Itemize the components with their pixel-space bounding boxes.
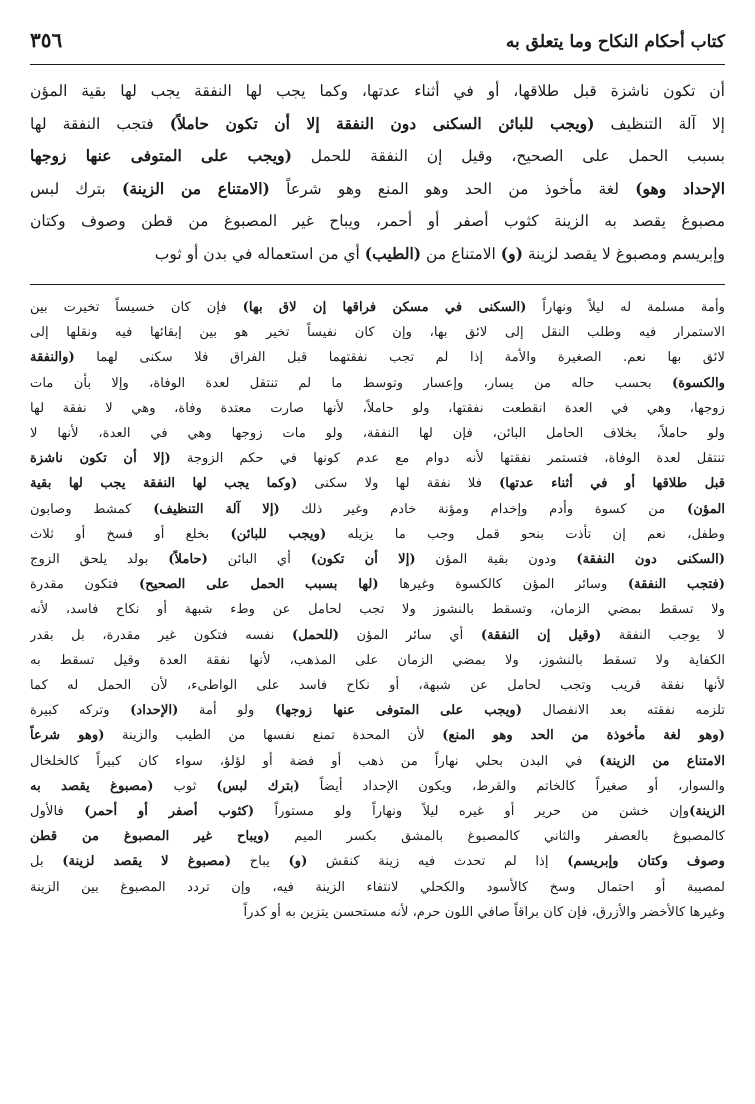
text-run: فإن كان خسيساً تخيرت بين xyxy=(30,300,243,315)
quoted-matn-phrase: (ويجب على المتوفى عنها زوجها xyxy=(30,146,292,165)
header-divider xyxy=(30,64,725,65)
quoted-matn-phrase: (حاملاً) xyxy=(168,552,208,568)
text-run: فلا نفقة لها ولا سكنى xyxy=(297,476,500,492)
main-text-line xyxy=(30,75,725,108)
commentary-line xyxy=(30,623,725,648)
quoted-matn-phrase: (الإحداد) xyxy=(130,703,179,719)
quoted-matn-phrase: (إلا أن تكون ناشزة xyxy=(30,451,171,467)
text-run: وأمة مسلمة له ليلاً ونهاراً xyxy=(526,300,725,315)
text-run: يباح xyxy=(231,854,289,870)
quoted-matn-phrase: (ويجب للبائن) xyxy=(230,526,327,542)
main-text-line xyxy=(30,140,725,173)
quoted-matn-phrase: (والنفقة xyxy=(30,350,75,366)
quoted-matn-phrase: المؤن) xyxy=(686,501,725,517)
text-run: مصبوغ يقصد به الزينة كثوب أصفر أو أحمر، ويباح غير المصبوغ من قطن وصوف وكتان xyxy=(30,212,725,230)
text-run: إلا آلة التنظيف xyxy=(594,114,725,133)
text-run: ولو أمة xyxy=(178,703,275,719)
commentary-line xyxy=(30,446,725,471)
commentary-line xyxy=(30,849,725,874)
quoted-matn-phrase: (وقيل إن النفقة) xyxy=(480,627,602,643)
text-run: وسائر المؤن كالكسوة وغيرها xyxy=(378,577,628,593)
quoted-matn-phrase: الزينة) xyxy=(689,804,725,820)
commentary-line xyxy=(30,547,725,572)
text-run: بولد يلحق الزوج xyxy=(30,552,169,568)
commentary-line xyxy=(30,774,725,799)
text-run: لمصيبة أو احتمال وسخ كالأسود والكحلي لانتفاء الزينة فيه، وإن تردد المصبوغ بين الزينة xyxy=(30,879,725,895)
text-run: ثوب xyxy=(153,778,217,794)
commentary-line xyxy=(30,698,725,723)
commentary-line xyxy=(30,824,725,849)
text-run: إذا لم تحدث فيه زينة كنقش xyxy=(307,854,568,870)
commentary-line xyxy=(30,371,725,396)
quoted-matn-phrase: (إلا آلة التنظيف) xyxy=(153,501,280,517)
text-run: في البدن بحلي نهاراً من ذهب أو فضة أو لؤلؤ، سواء كان كبيراً كالخلخال xyxy=(30,753,600,769)
quoted-matn-phrase: (للحمل) xyxy=(291,627,339,643)
text-run: لأنها نفقة قريب وتجب لحامل عن شبهة، أو نكاح فاسد على الواطىء، لأن الحمل له كما xyxy=(30,678,725,694)
quoted-matn-phrase: الإحداد وهو) xyxy=(635,178,725,198)
quoted-matn-phrase: الامتناع من الزينة) xyxy=(599,753,725,769)
quoted-matn-phrase: (و) xyxy=(500,243,523,263)
text-run: وتركه كبيرة xyxy=(30,703,131,719)
commentary-line xyxy=(30,597,725,622)
text-run: لائق بها نعم. الصغيرة والأمة إذا لم تجب نفقتهما قبل الفراق فلا سكنى لهما xyxy=(74,350,725,366)
commentary-line xyxy=(30,497,725,522)
quoted-matn-phrase: (لها بسبب الحمل على الصحيح) xyxy=(138,577,379,593)
text-run: كالمصبوغ بالعصفر والثاني كالمصبوغ بالمشق بكسر الميم xyxy=(269,829,725,845)
quoted-matn-phrase: (ويجب على المتوفى عنها زوجها) xyxy=(274,703,522,719)
quoted-matn-phrase: (فتجب النفقة) xyxy=(627,577,725,593)
text-run: زوجها، وهي في العدة انقطعت نفقتها، ولو حاملاً، لأنها صارت معتدة وفاة، وهي لا نفقة لها xyxy=(30,400,725,416)
text-run: من كسوة وأدم وإخدام ومؤنة خادم وغير ذلك xyxy=(279,501,687,517)
text-run: الاستمرار فيه وطلب النقل إلى لائق بها، وإن كان نفيساً تخير هو بين إبقائها فيه ونقلها إلى xyxy=(30,325,725,341)
text-run: بترك لبس xyxy=(30,179,122,198)
text-run: وإبريسم ومصبوغ لا يقصد لزينة xyxy=(522,244,725,263)
commentary-line xyxy=(30,522,725,547)
commentary-line xyxy=(30,471,725,496)
quoted-matn-phrase: (وكما يجب لها النفقة يجب لها بقية xyxy=(30,476,298,492)
commentary-line xyxy=(30,345,725,370)
commentary-line xyxy=(30,572,725,597)
text-run: نفسه فتكون غير مقدرة، بل بقدر xyxy=(30,627,292,643)
quoted-matn-phrase: والكسوة) xyxy=(671,375,725,391)
text-commentary-divider xyxy=(30,284,725,285)
text-run: لأن المحدة تمنع نفسها من الطيب والزينة xyxy=(104,728,443,744)
text-run: بخلع أو فسخ أو ثلاث xyxy=(30,526,231,542)
commentary-line xyxy=(30,396,725,421)
text-run: والسوار، أو صغيراً كالخاتم والقرط، ويكون الإحداد أيضاً xyxy=(299,778,725,794)
text-run: وإن خشن من حرير أو غيره ليلاً ونهاراً ولو مستوراً xyxy=(254,804,690,820)
main-text xyxy=(30,75,725,270)
text-run: الامتناع من xyxy=(421,244,501,263)
commentary-line xyxy=(30,749,725,774)
text-run: أي من استعماله في بدن أو ثوب xyxy=(154,244,365,263)
text-run: كمشط وصابون xyxy=(30,501,154,517)
quoted-matn-phrase: (وهو شرعاً xyxy=(30,728,105,744)
book-title: كتاب أحكام النكاح وما يتعلق به xyxy=(505,32,725,52)
commentary-line xyxy=(30,648,725,673)
quoted-matn-phrase: (و) xyxy=(288,854,308,870)
commentary-line xyxy=(30,320,725,345)
main-text-line xyxy=(30,173,725,206)
text-run: بسبب الحمل على الصحيح، وقيل إن النفقة للحمل xyxy=(292,147,725,165)
quoted-matn-phrase: (السكنى دون النفقة) xyxy=(576,552,725,568)
text-run: لا يوجب النفقة xyxy=(601,627,725,643)
quoted-matn-phrase: (إلا أن تكون) xyxy=(310,552,416,568)
quoted-matn-phrase: (بترك لبس) xyxy=(216,778,300,794)
text-run: ولو حاملاً، بخلاف الحامل البائن، فإن لها النفقة، ولو مات زوجها وهي في العدة، لأنها لا xyxy=(30,426,725,442)
text-run: فتجب النفقة لها xyxy=(30,114,170,133)
text-run: ودون بقية المؤن xyxy=(415,552,577,568)
quoted-matn-phrase: (ويجب للبائن السكنى دون النفقة إلا أن تكون حاملاً) xyxy=(169,113,595,133)
commentary-line xyxy=(30,875,725,900)
text-run: تلزمه نفقته بعد الانفصال xyxy=(522,703,725,719)
text-run: بل xyxy=(30,854,63,870)
text-run: أي البائن xyxy=(207,552,311,568)
quoted-matn-phrase: (مصبوغ يقصد به xyxy=(30,778,154,794)
text-run: فتكون مقدرة xyxy=(30,577,139,593)
quoted-matn-phrase: (الامتناع من الزينة) xyxy=(122,178,270,198)
commentary-line xyxy=(30,723,725,748)
text-run: فالأول xyxy=(30,804,85,820)
text-run: أن تكون ناشزة قبل طلاقها، أو في أثناء عدتها، وكما يجب لها النفقة يجب لها بقية المؤن xyxy=(30,82,725,100)
text-run: وغيرها كالأخضر والأزرق، فإن كان براقاً صافي اللون حرم، لأنه مستحسن يتزين به أو كدراً xyxy=(243,904,725,920)
text-run: بحسب حاله من يسار، وإعسار وتوسط ما لم تنتقل لعدة الوفاة، وإلا بأن مات xyxy=(30,375,672,391)
quoted-matn-phrase: قبل طلاقها أو في أثناء عدتها) xyxy=(499,476,725,492)
commentary-text xyxy=(30,295,725,925)
quoted-matn-phrase: (ويباح غير المصبوغ من قطن xyxy=(30,829,270,845)
quoted-matn-phrase: وصوف وكتان وإبريسم) xyxy=(567,854,725,870)
running-header xyxy=(30,28,725,64)
text-run: الكفاية ولا تسقط بالنشوز، ولا بمضي الزمان على المذهب، لأنها نفقة العدة وقيل تسقط به xyxy=(30,652,725,668)
main-text-line xyxy=(30,108,725,141)
text-run: أي سائر المؤن xyxy=(338,627,481,643)
book-page xyxy=(30,28,725,1094)
quoted-matn-phrase: (كثوب أصفر أو أحمر) xyxy=(84,804,255,820)
text-run: وطفل، نعم إن تأذت بنحو قمل وجب ما يزيله xyxy=(326,526,725,542)
commentary-line xyxy=(30,421,725,446)
commentary-line xyxy=(30,900,725,925)
commentary-line xyxy=(30,295,725,320)
text-run: لغة مأخوذ من الحد وهو المنع وهو شرعاً xyxy=(269,179,636,198)
quoted-matn-phrase: (السكنى في مسكن فراقها إن لاق بها) xyxy=(242,300,527,315)
quoted-matn-phrase: (الطيب) xyxy=(364,243,422,263)
main-text-line xyxy=(30,205,725,238)
text-run: ولا تسقط بمضي الزمان، وتسقط بالنشوز ولا تجب لحامل عن وطء شبهة أو نكاح فاسد، لأنه xyxy=(30,602,725,618)
quoted-matn-phrase: (مصبوغ لا يقصد لزينة) xyxy=(62,854,232,870)
text-run: تنتقل لعدة الوفاة، فتستمر نفقتها لأنه دوام مع عدم كونها في حكم الزوجة xyxy=(170,451,725,467)
commentary-line xyxy=(30,799,725,824)
commentary-line xyxy=(30,673,725,698)
page-number: ٣٥٦ xyxy=(30,28,63,52)
quoted-matn-phrase: (وهو لغة مأخوذة من الحد وهو المنع) xyxy=(442,728,725,744)
main-text-line xyxy=(30,238,725,271)
